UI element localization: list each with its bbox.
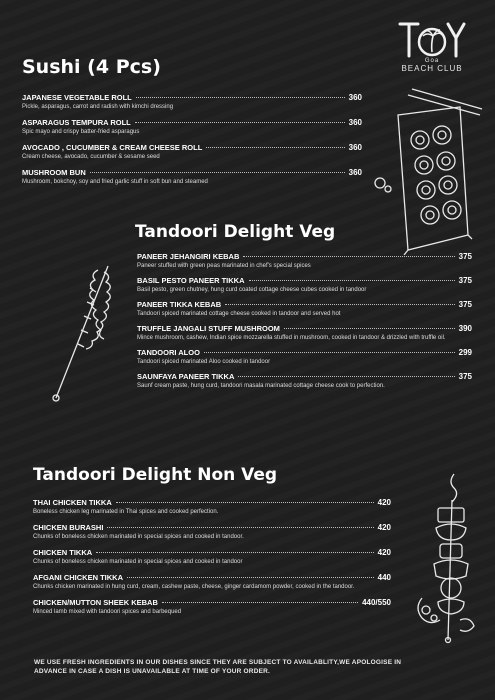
menu-list-tandoori-veg bbox=[137, 252, 472, 396]
item-price: 420 bbox=[377, 548, 391, 557]
item-price: 360 bbox=[348, 118, 362, 127]
item-name: CHICKEN TIKKA bbox=[33, 548, 93, 557]
item-description: Basil pesto, green chutney, hung curd coated cottage cheese cubes cooked in tandoor bbox=[137, 287, 367, 293]
item-name: TANDOORI ALOO bbox=[137, 348, 200, 357]
dot-leader bbox=[116, 502, 374, 503]
mixed-kebab-skewer-illustration-icon bbox=[408, 470, 490, 645]
dot-leader bbox=[206, 147, 344, 148]
item-name: SAUNFAYA PANEER TIKKA bbox=[137, 372, 235, 381]
menu-item bbox=[33, 598, 391, 616]
section-title-tandoori-veg: Tandoori Delight Veg bbox=[135, 222, 336, 242]
logo-club-name: BEACH CLUB bbox=[401, 64, 463, 73]
item-price: 390 bbox=[458, 324, 472, 333]
menu-item bbox=[22, 168, 362, 186]
dot-leader bbox=[96, 552, 373, 553]
menu-item bbox=[22, 118, 362, 136]
item-name: AVOCADO , CUCUMBER & CREAM CHEESE ROLL bbox=[22, 143, 203, 152]
menu-item bbox=[137, 324, 472, 342]
dot-leader bbox=[107, 527, 373, 528]
item-description: Boneless chicken leg marinated in Thai spices and cooked perfection. bbox=[33, 509, 219, 515]
item-description: Minced lamb mixed with tandoori spices and barbequed bbox=[33, 609, 182, 615]
dot-leader bbox=[225, 304, 454, 305]
item-name: AFGANI CHICKEN TIKKA bbox=[33, 573, 123, 582]
section-title-sushi: Sushi (4 Pcs) bbox=[22, 56, 161, 78]
item-name: BASIL PESTO PANEER TIKKA bbox=[137, 276, 245, 285]
item-price: 440/550 bbox=[362, 598, 391, 607]
brand-logo bbox=[392, 18, 472, 73]
sushi-board-illustration-icon bbox=[368, 85, 488, 255]
item-price: 440 bbox=[377, 573, 391, 582]
item-price: 420 bbox=[377, 523, 391, 532]
palm-tree-logo-icon bbox=[396, 18, 468, 60]
menu-item bbox=[137, 300, 472, 318]
logo-sub: Goa bbox=[424, 58, 440, 64]
item-description: Tandoori spiced marinated Aloo cooked in tandoor bbox=[137, 359, 271, 365]
menu-item bbox=[33, 573, 391, 591]
item-name: JAPANESE VEGETABLE ROLL bbox=[22, 93, 132, 102]
item-description: Paneer stuffed with green peas marinated in chef's special spices bbox=[137, 263, 311, 269]
kebab-skewer-illustration-icon bbox=[38, 258, 128, 408]
menu-list-tandoori-non-veg bbox=[33, 498, 391, 623]
menu-item bbox=[22, 143, 362, 161]
item-price: 375 bbox=[458, 372, 472, 381]
item-price: 420 bbox=[377, 498, 391, 507]
item-name: PANEER TIKKA KEBAB bbox=[137, 300, 222, 309]
menu-list-sushi bbox=[22, 93, 362, 193]
dot-leader bbox=[238, 376, 454, 377]
item-name: CHICKEN/MUTTON SHEEK KEBAB bbox=[33, 598, 158, 607]
item-description: Saunf cream paste, hung curd, tandoori masala marinated cottage cheese cook to perfection. bbox=[137, 383, 385, 389]
item-price: 375 bbox=[458, 252, 472, 261]
item-name: TRUFFLE JANGALI STUFF MUSHROOM bbox=[137, 324, 280, 333]
item-description: Chunks chicken marinated in hung curd, cream, cashew paste, cheese, ginger cardamom powder, cooked in the tandoor. bbox=[33, 584, 355, 590]
section-title-tandoori-non-veg: Tandoori Delight Non Veg bbox=[33, 465, 278, 485]
dot-leader bbox=[284, 328, 455, 329]
menu-item bbox=[137, 252, 472, 270]
item-description: Cream cheese, avocado, cucumber & sesame seed bbox=[22, 154, 160, 160]
item-description: Spic mayo and crispy batter-fried asparagus bbox=[22, 129, 140, 135]
item-price: 360 bbox=[348, 168, 362, 177]
item-description: Mince mushroom, cashew, Indian spice mozzarella stuffed in mushroom, cooked in tandoor & drizzled with truffle oil. bbox=[137, 335, 446, 341]
item-price: 375 bbox=[458, 300, 472, 309]
item-price: 299 bbox=[458, 348, 472, 357]
menu-item bbox=[137, 276, 472, 294]
item-description: Pickle, asparagus, carrot and radish with kimchi dressing bbox=[22, 104, 174, 110]
item-price: 360 bbox=[348, 143, 362, 152]
item-description: Mushroom, bokchoy, soy and fried garlic stuff in soft bun and steamed bbox=[22, 179, 208, 185]
dot-leader bbox=[90, 172, 345, 173]
menu-item bbox=[33, 548, 391, 566]
item-name: CHICKEN BURASHI bbox=[33, 523, 104, 532]
item-name: PANEER JEHANGIRI KEBAB bbox=[137, 252, 240, 261]
dot-leader bbox=[136, 97, 345, 98]
dot-leader bbox=[249, 280, 455, 281]
menu-item bbox=[33, 498, 391, 516]
item-description: Tandoori spiced marinated cottage cheese cooked in tandoor and served hot bbox=[137, 311, 341, 317]
item-price: 360 bbox=[348, 93, 362, 102]
item-description: Chunks of boneless chicken marinated in special spices and cooked in tandoor. bbox=[33, 534, 244, 540]
menu-item bbox=[33, 523, 391, 541]
menu-item bbox=[22, 93, 362, 111]
dot-leader bbox=[204, 352, 455, 353]
dot-leader bbox=[135, 122, 345, 123]
dot-leader bbox=[127, 577, 374, 578]
item-name: ASPARAGUS TEMPURA ROLL bbox=[22, 118, 131, 127]
dot-leader bbox=[162, 602, 358, 603]
item-price: 375 bbox=[458, 276, 472, 285]
item-name: MUSHROOM BUN bbox=[22, 168, 86, 177]
menu-item bbox=[137, 372, 472, 390]
dot-leader bbox=[243, 256, 454, 257]
item-description: Chunks of boneless chicken marinated in special spices and cooked in tandoor bbox=[33, 559, 243, 565]
menu-item bbox=[137, 348, 472, 366]
footer-note: WE USE FRESH INGREDIENTS IN OUR DISHES SINCE THEY ARE SUBJECT TO AVAILABLITY,WE APOLOGISE IN ADVANCE IN CASE A DISH IS UNAVAILABLE AT TIME OF YOUR ORDER. bbox=[34, 659, 402, 675]
item-name: THAI CHICKEN TIKKA bbox=[33, 498, 112, 507]
